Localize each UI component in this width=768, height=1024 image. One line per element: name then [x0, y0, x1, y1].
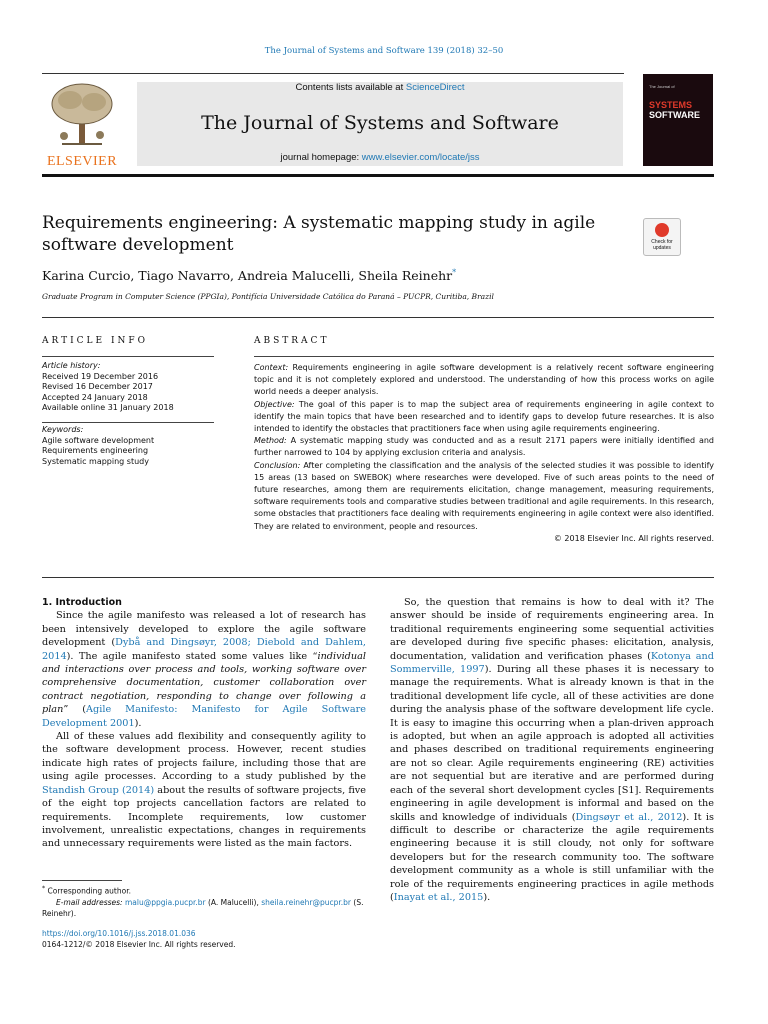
- check-updates-icon: [655, 223, 669, 237]
- history-revised: Revised 16 December 2017: [42, 382, 153, 391]
- header-rule: [42, 174, 714, 177]
- section-heading: 1. Introduction: [42, 597, 122, 608]
- citation-link[interactable]: Kotonya and Sommerville, 1997: [390, 650, 714, 676]
- footnotes: [42, 883, 372, 919]
- footnote-rule: [42, 880, 122, 881]
- elsevier-tree-icon: [42, 80, 122, 152]
- corresponding-author-note: * Corresponding author.: [42, 885, 131, 896]
- article-history: Article history: Received 19 December 2016 Revised 16 December 2017 Accepted 24 January 2018 Available online 31 January 2018: [42, 361, 214, 414]
- history-received: Received 19 December 2016: [42, 371, 159, 381]
- body-rule: [42, 577, 714, 578]
- paper-title: Requirements engineering: A systematic mapping study in agile software development: [42, 213, 596, 255]
- intro-paragraph-3: So, the question that remains is how to deal with it? The answer should be inside of requirements engineering area. In traditional requirements engineering some sequential activities are developed during five specific phases: elicitation, analysis, documentation, validation and verification phases (Kotonya and Sommerville, 1997). During all these phases it is necessary to manage the requirements. What is already known is that in the traditional development life cycle, all of these activities are done during the analysis phase of the software development life cycle. It is easy to imagine this occurring when a plan-driven approach is adopted, but when an agile approach is adopted all activities and phases described on traditional requirements engineering are not so clear. Agile requirements engineering (RE) activities are not sequential but are iterative and are performed during each of the several short development cycles [S1]. Requirements engineering in agile development is informal and based on the skills and knowledge of individuals (Dingsøyr et al., 2012). It is difficult to describe or characterize the agile requirements engineering because it is still cloudy, not only for software developers but for the research community too. The software development community as a whole is still unfamiliar with the role of the requirements engineering practices in agile methods (Inayat et al., 2015).: [390, 597, 714, 903]
- abstract-heading: ABSTRACT: [254, 336, 330, 346]
- authors: Karina Curcio, Tiago Navarro, Andreia Malucelli, Sheila Reinehr*: [42, 268, 457, 284]
- email-link[interactable]: sheila.reinehr@pucpr.br: [261, 897, 352, 907]
- info-rule: [42, 317, 714, 318]
- contents-line: Contents lists available at ScienceDirect: [295, 82, 465, 93]
- journal-title: The Journal of Systems and Software: [201, 112, 559, 134]
- issn-line: 0164-1212/© 2018 Elsevier Inc. All rights reserved.: [42, 940, 236, 949]
- keyword-item: Agile software development: [42, 435, 155, 445]
- elsevier-wordmark: ELSEVIER: [46, 154, 118, 169]
- abstract-rule: [254, 356, 714, 357]
- top-rule: [42, 73, 624, 74]
- abstract-context: Context: Requirements engineering in agile software development is a relatively recent software engineering topic and it is not completely explored and understood. The understanding of how this process works on agile world needs a deeper analysis.: [254, 363, 714, 397]
- sciencedirect-link[interactable]: ScienceDirect: [405, 82, 465, 93]
- article-info-rule: [42, 356, 214, 357]
- body-column-right: [390, 596, 714, 904]
- keywords-rule: [42, 422, 214, 423]
- keyword-item: Systematic mapping study: [42, 456, 149, 466]
- doi-block: [42, 928, 236, 950]
- running-head[interactable]: The Journal of Systems and Software 139 (2018) 32–50: [264, 46, 504, 56]
- homepage-line: journal homepage: www.elsevier.com/locate/jss: [280, 152, 480, 163]
- body-column-left: [42, 596, 366, 851]
- citation-link[interactable]: Agile Manifesto: Manifesto for Agile Software Development 2001: [42, 704, 366, 729]
- abstract-body: [254, 362, 714, 545]
- citation-link[interactable]: Dybå and Dingsøyr, 2008; Diebold and Dahlem, 2014: [42, 637, 366, 662]
- doi-link[interactable]: https://doi.org/10.1016/j.jss.2018.01.036: [42, 929, 196, 938]
- abstract-copyright: © 2018 Elsevier Inc. All rights reserved.: [553, 533, 714, 543]
- cover-title: SYSTEMS SOFTWARE: [649, 100, 700, 120]
- affiliation: Graduate Program in Computer Science (PPGIa), Pontifícia Universidade Católica do Paraná – PUCPR, Curitiba, Brazil: [42, 292, 494, 301]
- homepage-link[interactable]: www.elsevier.com/locate/jss: [361, 152, 480, 163]
- email-note: E-mail addresses: malu@ppgia.pucpr.br (A. Malucelli), sheila.reinehr@pucpr.br (S. Reinehr).: [42, 897, 364, 918]
- intro-paragraph-1: Since the agile manifesto was released a lot of research has been intensively developed to explore the agile software development (Dybå and Dingsøyr, 2008; Diebold and Dahlem, 2014). The agile manifesto stated some values like “individual and interactions over process and tools, working software over comprehensive documentation, customer collaboration over contract negotiation, responding to change over following a plan” (Agile Manifesto: Manifesto for Agile Software Development 2001).: [42, 610, 366, 729]
- keyword-item: Requirements engineering: [42, 446, 149, 455]
- citation-link[interactable]: Dingsøyr et al., 2012: [575, 811, 683, 823]
- keywords: Keywords: Agile software development Requirements engineering Systematic mapping study: [42, 425, 214, 467]
- citation-link[interactable]: Standish Group (2014): [42, 784, 155, 796]
- citation-link[interactable]: Inayat et al., 2015: [393, 891, 484, 903]
- history-online: Available online 31 January 2018: [42, 403, 174, 412]
- corresponding-author-mark[interactable]: *: [452, 268, 457, 277]
- elsevier-logo[interactable]: [42, 80, 122, 170]
- article-info-heading: ARTICLE INFO: [42, 336, 149, 346]
- check-for-updates-button[interactable]: Check for updates: [643, 218, 681, 256]
- email-link[interactable]: malu@ppgia.pucpr.br: [124, 897, 206, 907]
- intro-paragraph-2: All of these values add flexibility and consequently agility to the software development process. However, recent studies indicate high rates of projects failure, including those that are using agile processes. According to a study published by the Standish Group (2014) about the results of software projects, five of the eight top projects cancellation factors are related to requirements. Incomplete requirements, low customer involvement, unrealistic expectations, changes in requirements and unnecessary requirements were listed as the main factors.: [42, 731, 366, 850]
- abstract-conclusion: Conclusion: After completing the classification and the analysis of the selected studies it was possible to identify 15 areas (13 based on SWEBOK) where researches were developed. Five of such areas points to the need of future researches, among them are requirements elicitation, change management, measuring requirements, software requirements tools and comparative studies between traditional and agile requirements. In this research, some obstacles that practitioners face dealing with requirements engineering in agile context were also identified. They are related to environment, people and resources.: [254, 460, 714, 531]
- abstract-objective: Objective: The goal of this paper is to map the subject area of requirements engineering in agile context to identify the main topics that have been researched and to identify gaps to develop future researches. It is also intended to identify the obstacles that practitioners face when using agile requirements engineering.: [254, 399, 714, 434]
- history-accepted: Accepted 24 January 2018: [42, 392, 148, 402]
- abstract-method: Method: A systematic mapping study was conducted and as a result 2171 papers were initially identified and further narrowed to 104 by applying exclusion criteria and analysis.: [254, 436, 714, 458]
- journal-cover[interactable]: [643, 74, 713, 166]
- cover-small-text: The Journal of: [649, 84, 675, 89]
